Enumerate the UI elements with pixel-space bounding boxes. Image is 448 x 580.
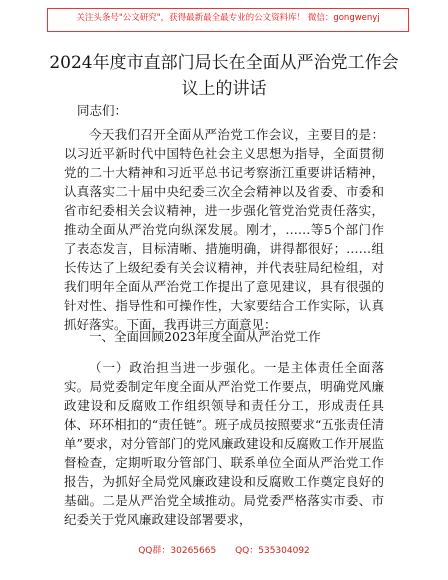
title-line-1: 2024年度市直部门局长在全面从严治党工作会 [49, 53, 399, 73]
promo-banner-text: 关注头条号"公文研究"，获得最新最全最专业的公文资料库！ 微信：gongwenyj [76, 13, 380, 23]
greeting: 同志们： [77, 103, 128, 118]
title-line-2: 议上的讲话 [181, 79, 267, 99]
section-heading: 一、全面回顾2023年度全面从严治党工作 [89, 329, 321, 344]
paragraph-intro: 今天我们召开全面从严治党工作会议，主要目的是：以习近平新时代中国特色社会主义思想为指导，全面贯彻党的二十大精神和习近平总书记考察浙江重要讲话精神，认真落实二十届中央纪委三次全会精神以及省委、市委和省市纪委相关会议精神，进一步强化管党治党责任落实，推动全面从严治党向纵深发展。刚才，……等5个部门作了表态发言，目标清晰、措施明确，讲得都很好；……组长传达了上级纪委有关会议精神，并代表驻局纪检组，对我们明年全面从严治党工作提出了意见建议，具有很强的针对性、指导性和可操作性，大家要结合工作实际，认真抓好落实。下面，我再讲三方面意见： [64, 127, 384, 332]
footer-contact [0, 543, 448, 556]
document-title [40, 50, 408, 102]
paragraph-political: （一）政治担当进一步强化。一是主体责任全面落实。局党委制定年度全面从严治党工作要点，明确党风廉政建设和反腐败工作组织领导和责任分工，形成责任具体、环环相扣的“责任链”。班子成员按照要求“五张责任清单”要求，对分管部门的党风廉政建设和反腐败工作开展监督检查，定期听取分管部门、联系单位全面从严治党工作报告，为抓好全局党风廉政建设和反腐败工作奠定良好的基础。二是从严治党全域推动。局党委严格落实市委、市纪委关于党风廉政建设部署要求， [64, 360, 384, 527]
footer-qq-group: QQ群：30265665 [138, 546, 217, 556]
footer-qq: QQ：535304092 [235, 546, 310, 556]
